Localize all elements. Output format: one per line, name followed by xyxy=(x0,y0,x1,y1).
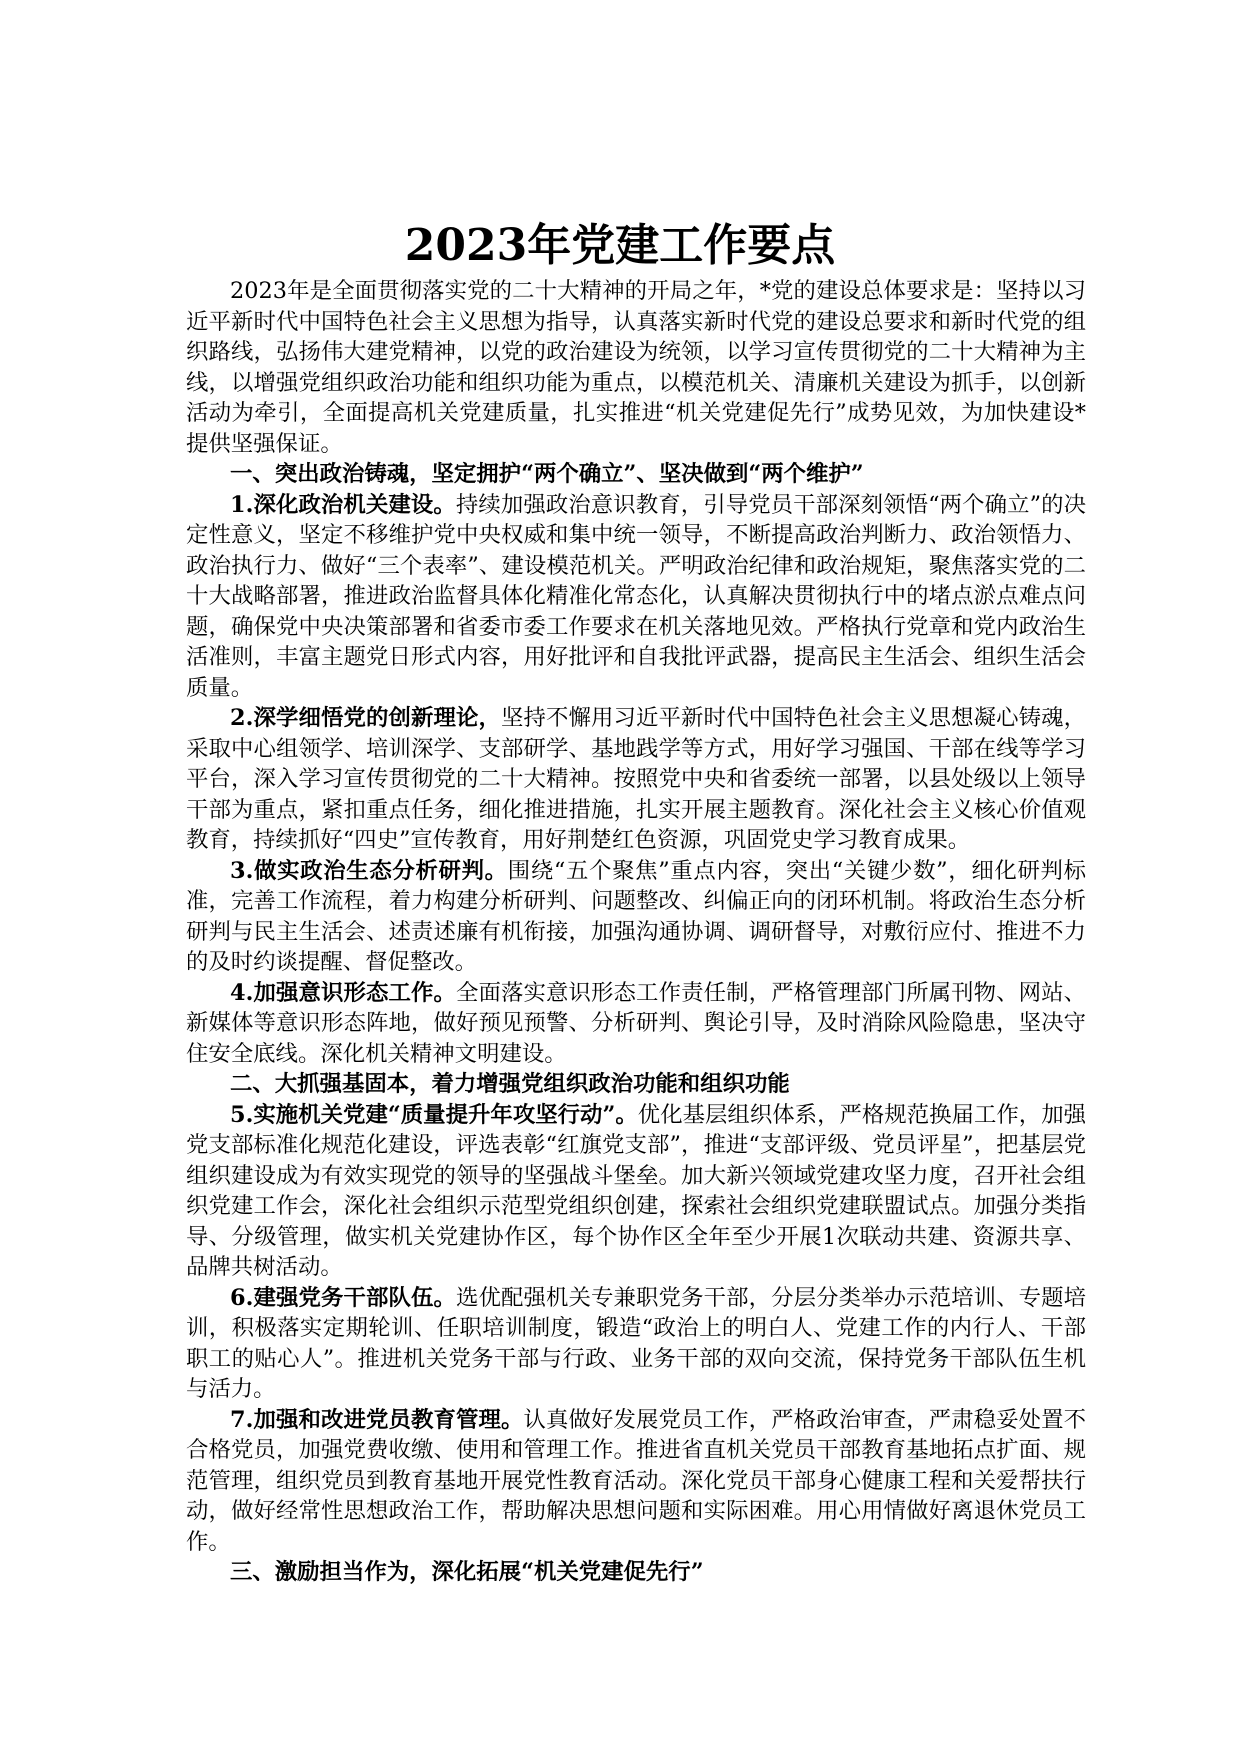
item-paragraph-2 xyxy=(186,703,1086,856)
item-text: 持续加强政治意识教育，引导党员干部深刻领悟“两个确立”的决定性意义，坚定不移维护党中央权威和集中统一领导，不断提高政治判断力、政治领悟力、政治执行力、做好“三个表率”、建设模范机关。严明政治纪律和政治规矩，聚焦落实党的二十大战略部署，推进政治监督具体化精准化常态化，认真解决贯彻执行中的堵点淤点难点问题，确保党中央决策部署和省委市委工作要求在机关落地见效。严格执行党章和党内政治生活准则，丰富主题党日形式内容，用好批评和自我批评武器，提高民主生活会、组织生活会质量。 xyxy=(186,491,1086,701)
item-lead: 3.做实政治生态分析研判。 xyxy=(230,857,508,884)
intro-paragraph: 2023年是全面贯彻落实党的二十大精神的开局之年，*党的建设总体要求是：坚持以习近平新时代中国特色社会主义思想为指导，认真落实新时代党的建设总要求和新时代党的组织路线，弘扬伟大建党精神，以党的政治建设为统领，以学习宣传贯彻党的二十大精神为主线，以增强党组织政治功能和组织功能为重点，以模范机关、清廉机关建设为抓手，以创新活动为牵引，全面提高机关党建质量，扎实推进“机关党建促先行”成势见效，为加快建设*提供坚强保证。 xyxy=(186,278,1086,457)
item-text: 优化基层组织体系，严格规范换届工作，加强党支部标准化规范化建设，评选表彰“红旗党支部”，推进“支部评级、党员评星”，把基层党组织建设成为有效实现党的领导的坚强战斗堡垒。加大新兴领域党建攻坚力度，召开社会组织党建工作会，深化社会组织示范型党组织创建，探索社会组织党建联盟试点。加强分类指导、分级管理，做实机关党建协作区，每个协作区全年至少开展1次联动共建、资源共享、品牌共树活动。 xyxy=(186,1101,1086,1280)
item-text: 坚持不懈用习近平新时代中国特色社会主义思想凝心铸魂，采取中心组领学、培训深学、支部研学、基地践学等方式，用好学习强国、干部在线等学习平台，深入学习宣传贯彻党的二十大精神。按照党中央和省委统一部署，以县处级以上领导干部为重点，紧扣重点任务，细化推进措施，扎实开展主题教育。深化社会主义核心价值观教育，持续抓好“四史”宣传教育，用好荆楚红色资源，巩固党史学习教育成果。 xyxy=(186,705,1087,853)
item-lead: 4.加强意识形态工作。 xyxy=(230,979,457,1006)
item-paragraph-7 xyxy=(186,1405,1086,1558)
item-lead: 7.加强和改进党员教育管理。 xyxy=(230,1406,524,1433)
item-lead: 2.深学细悟党的创新理论， xyxy=(230,705,502,731)
item-lead: 6.建强党务干部队伍。 xyxy=(230,1284,457,1311)
item-text: 选优配强机关专兼职党务干部，分层分类举办示范培训、专题培训，积极落实定期轮训、任职培训制度，锻造“政治上的明白人、党建工作的内行人、干部职工的贴心人”。推进机关党务干部与行政、业务干部的双向交流，保持党务干部队伍生机与活力。 xyxy=(186,1284,1087,1402)
item-text: 全面落实意识形态工作责任制，严格管理部门所属刊物、网站、新媒体等意识形态阵地，做好预见预警、分析研判、舆论引导，及时消除风险隐患，坚决守住安全底线。深化机关精神文明建设。 xyxy=(186,979,1087,1067)
section-heading-1: 一、突出政治铸魂，坚定拥护“两个确立”、坚决做到“两个维护” xyxy=(230,461,864,487)
item-lead: 1.深化政治机关建设。 xyxy=(230,491,456,518)
item-text: 认真做好发展党员工作，严格政治审查，严肃稳妥处置不合格党员，加强党费收缴、使用和管理工作。推进省直机关党员干部教育基地拓点扩面、规范管理，组织党员到教育基地开展党性教育活动。深化党员干部身心健康工程和关爱帮扶行动，做好经常性思想政治工作，帮助解决思想问题和实际困难。用心用情做好离退休党员工作。 xyxy=(186,1406,1087,1555)
item-paragraph-4 xyxy=(186,978,1086,1070)
item-paragraph-6 xyxy=(186,1283,1086,1405)
section-heading-3: 三、激励担当作为，深化拓展“机关党建促先行” xyxy=(230,1559,704,1585)
document-title: 2023年党建工作要点 xyxy=(404,220,836,271)
item-lead: 5.实施机关党建“质量提升年攻坚行动”。 xyxy=(230,1101,638,1128)
item-paragraph-5 xyxy=(186,1100,1086,1283)
item-paragraph-1 xyxy=(186,490,1086,704)
item-text: 围绕“五个聚焦”重点内容，突出“关键少数”，细化研判标准，完善工作流程，着力构建分析研判、问题整改、纠偏正向的闭环机制。将政治生态分析研判与民主生活会、述责述廉有机衔接，加强沟通协调、调研督导，对敷衍应付、推进不力的及时约谈提醒、督促整改。 xyxy=(186,857,1087,975)
document-body xyxy=(186,276,1086,1588)
section-heading-2: 二、大抓强基固本，着力增强党组织政治功能和组织功能 xyxy=(230,1071,790,1097)
item-paragraph-3 xyxy=(186,856,1086,978)
